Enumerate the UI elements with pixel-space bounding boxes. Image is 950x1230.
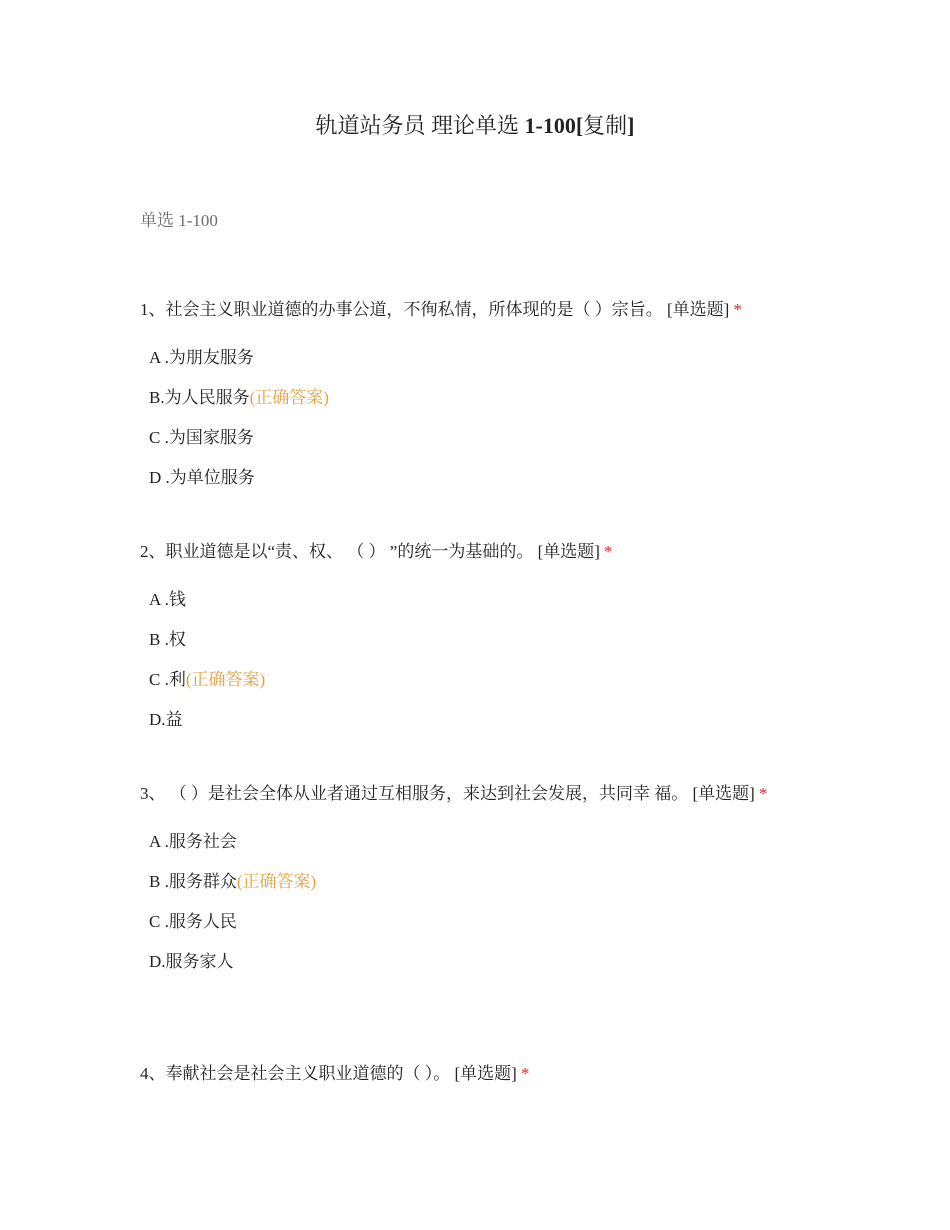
required-asterisk: * (520, 1064, 530, 1083)
question-type-tag: [单选题] (537, 542, 600, 561)
title-close: ] (627, 113, 635, 138)
question-text (140, 1056, 810, 1092)
option-label: A .为朋友服务 (149, 348, 254, 367)
question-text (140, 292, 810, 328)
option-d[interactable] (140, 700, 810, 740)
option-b[interactable] (140, 862, 810, 902)
option-c[interactable] (140, 902, 810, 942)
option-label: C .服务人民 (149, 912, 237, 931)
required-asterisk: * (758, 784, 768, 803)
correct-answer-marker: (正确答案) (185, 670, 266, 689)
question-stem: 4、奉献社会是社会主义职业道德的（ ）。 (140, 1064, 451, 1083)
question-stem: 2、职业道德是以“责、权、 （ ） ”的统一为基础的。 (140, 542, 534, 561)
section-label: 单选 1-100 (140, 211, 218, 230)
question-type-tag: [单选题] (454, 1064, 517, 1083)
option-label: A .服务社会 (149, 832, 237, 851)
option-c[interactable] (140, 418, 810, 458)
question-text (140, 534, 810, 570)
question-3 (140, 776, 810, 982)
option-d[interactable] (140, 458, 810, 498)
question-4 (140, 1056, 810, 1092)
page-title (0, 110, 950, 142)
question-type-tag: [单选题] (692, 784, 755, 803)
option-label: B.为人民服务 (149, 388, 250, 407)
correct-answer-marker: (正确答案) (249, 388, 329, 407)
question-2 (140, 534, 810, 740)
question-type-tag: [单选题] (667, 300, 730, 319)
option-list (140, 580, 810, 740)
question-stem: 3、 （ ）是社会全体从业者通过互相服务，来达到社会发展，共同幸 福。 (140, 784, 689, 803)
correct-answer-marker: (正确答案) (236, 872, 317, 891)
option-a[interactable] (140, 822, 810, 862)
option-a[interactable] (140, 338, 810, 378)
title-main: 轨道站务员 理论单选 (315, 113, 525, 138)
option-label: D.益 (149, 710, 183, 729)
option-d[interactable] (140, 942, 810, 982)
option-c[interactable] (140, 660, 810, 700)
option-label: D .为单位服务 (149, 468, 255, 487)
required-asterisk: * (733, 300, 742, 319)
question-stem: 1、社会主义职业道德的办事公道，不徇私情，所体现的是（ ）宗旨。 (140, 300, 663, 319)
required-asterisk: * (603, 542, 613, 561)
question-text (140, 776, 810, 812)
option-label: C .为国家服务 (149, 428, 254, 447)
option-label: B .服务群众 (149, 872, 237, 891)
question-1 (140, 292, 810, 498)
option-label: B .权 (149, 630, 186, 649)
title-range: 1-100[ (524, 113, 584, 138)
option-list (140, 822, 810, 982)
title-copy: 复制 (583, 113, 628, 138)
option-b[interactable] (140, 378, 810, 418)
option-list (140, 338, 810, 498)
option-label: D.服务家人 (149, 952, 234, 971)
option-b[interactable] (140, 620, 810, 660)
option-a[interactable] (140, 580, 810, 620)
option-label: C .利 (149, 670, 186, 689)
option-label: A .钱 (149, 590, 186, 609)
